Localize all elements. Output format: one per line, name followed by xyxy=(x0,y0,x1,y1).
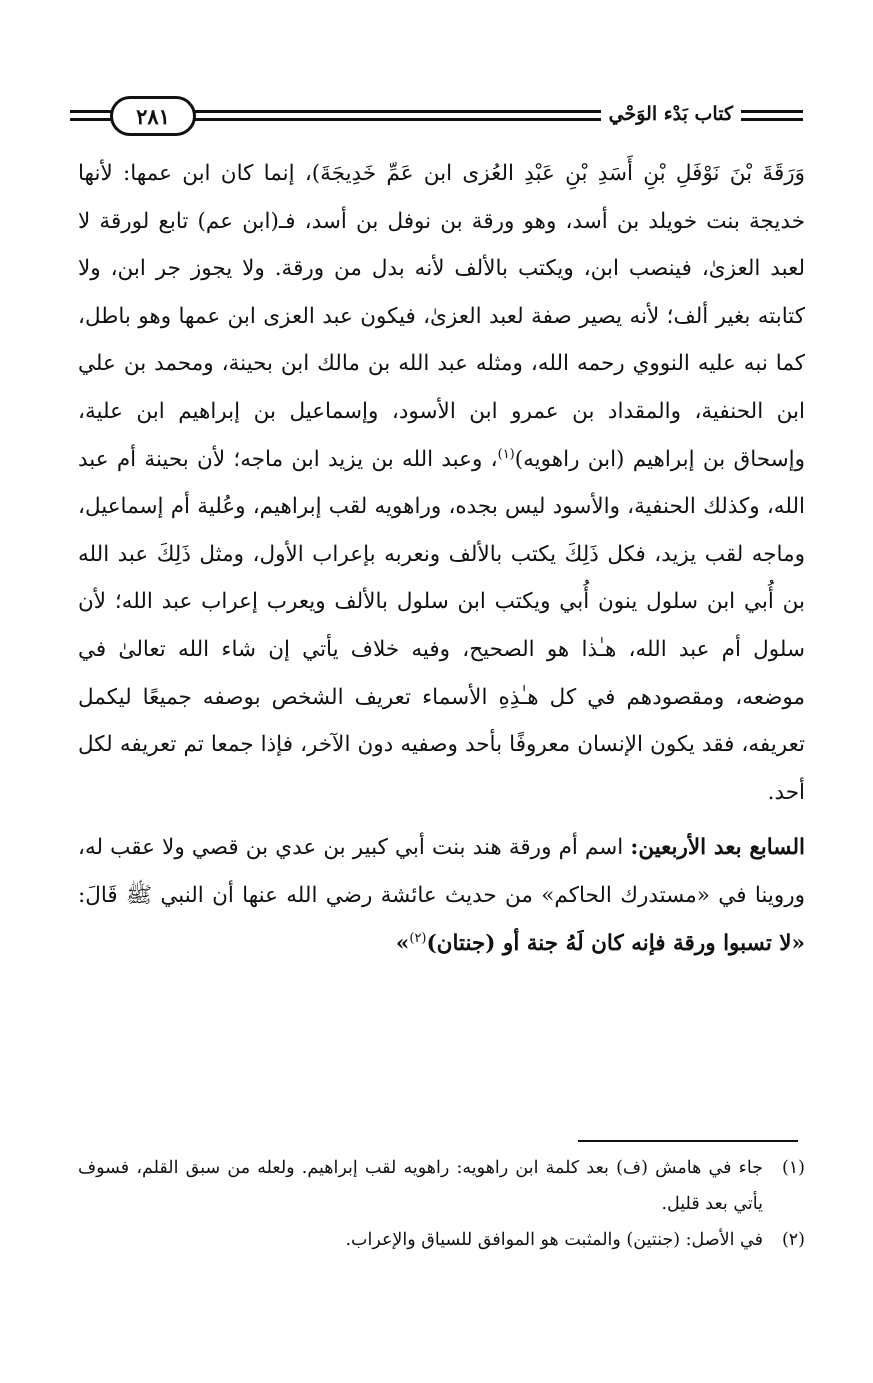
book-section-title: كتاب بَدْء الوَحْي xyxy=(601,102,741,126)
quote-close: » xyxy=(395,930,410,956)
text-line: بالألف لأنه بدل من ورقة. ولا يجوز جر ابن، ولا كتابته بغير ألف؛ xyxy=(78,256,806,329)
text-line: قصي ولا عقب له، وروينا في «مستدرك الحاكم» من حديث عائشة رضي xyxy=(78,835,805,908)
text-line: الله عنها أن النبي ﷺ قَالَ: xyxy=(78,882,318,908)
footnote-ref-2[interactable]: (٢) xyxy=(409,930,427,946)
footnote-text xyxy=(78,1222,763,1258)
paragraph-1 xyxy=(78,150,805,816)
footnote-2 xyxy=(78,1222,805,1258)
text-line: وإسماعيل بن إبراهيم ابن علية، وإسحاق بن إبراهيم (ابن راهويه) xyxy=(78,398,805,472)
footnote-text xyxy=(78,1150,763,1222)
footnote-line: القلم، فسوف يأتي بعد قليل. xyxy=(78,1158,763,1214)
footnote-separator xyxy=(578,1140,798,1142)
hadith-quote: «لا تسبوا ورقة فإنه كان لَهُ جنة أو (جنتان) xyxy=(426,930,805,956)
footnote-line: جاء في هامش (ف) بعد كلمة ابن راهويه: راهويه لقب إبراهيم. ولعله من سبق xyxy=(185,1158,763,1178)
footnote-line: في الأصل: (جنتين) والمثبت هو الموافق للسياق والإعراب. xyxy=(345,1230,763,1250)
text-line: بالألف ويعرب إعراب عبد الله؛ لأن سلول أم عبد الله، هـٰذا هو xyxy=(78,589,805,662)
text-line: كما نبه عليه النووي رحمه الله، ومثله عبد الله بن مالك ابن بحينة، xyxy=(221,351,805,377)
text-line: ابن عمها: لأنها خديجة بنت خويلد بن أسد، وهو ورقة بن نوفل بن xyxy=(78,161,805,234)
text-punct: ، xyxy=(490,446,498,472)
text-line: ومثل ذَلِكَ عبد الله بن أُبي ابن سلول ينون أُبي ويكتب ابن سلول xyxy=(78,541,805,615)
text-line: وعبد الله بن يزيد ابن ماجه؛ لأن بحينة أم عبد الله، وكذلك الحنفية، xyxy=(78,446,805,520)
section-heading: السابع بعد الأربعين: xyxy=(630,835,806,861)
text-line: اسم أم ورقة هند بنت أبي كبير بن عدي بن xyxy=(245,835,624,861)
footnote-number: (١) xyxy=(781,1158,805,1178)
footnote-number: (٢) xyxy=(781,1230,805,1250)
text-line: وماجه لقب يزيد، فكل ذَلِكَ يكتب بالألف ونعربه بإعراب الأول، xyxy=(252,541,805,567)
footnote-ref-1[interactable]: (١) xyxy=(497,446,515,462)
text-line: أسد، فـ(ابن عم) تابع لورقة لا لعبد العزىٰ، فينصب ابن، ويكتب xyxy=(78,208,805,282)
text-line: والأسود ليس بجده، وراهويه لقب إبراهيم، وعُلية أم إسماعيل، xyxy=(78,494,620,520)
text-line: كل هـٰذِهِ الأسماء تعريف الشخص بوصفه جميعًا ليكمل تعريفه، فقد xyxy=(78,684,805,758)
page-number: ٢٨١ xyxy=(110,96,196,136)
header-rule-left-bottom xyxy=(70,118,112,121)
footnotes xyxy=(78,1150,805,1258)
running-header xyxy=(70,88,803,148)
main-text xyxy=(78,150,805,967)
text-line: وَرَقَةَ بْنَ نَوْفَلِ بْنِ أَسَدِ بْنِ عَبْدِ العُزى ابن عَمِّ خَدِيجَةَ)، إنما كان xyxy=(220,161,805,186)
footnote-1 xyxy=(78,1150,805,1222)
paragraph-2 xyxy=(78,824,805,967)
text-line: لأنه يصير صفة لعبد العزىٰ، فيكون عبد العزى ابن عمها وهو باطل، xyxy=(78,303,660,329)
text-line: لكل أحد. xyxy=(78,732,805,805)
text-line: ومحمد بن علي ابن الحنفية، والمقداد بن عمرو ابن الأسود، xyxy=(78,351,805,424)
text-line: الصحيح، وفيه خلاف يأتي إن شاء الله تعالىٰ في موضعه، ومقصودهم في xyxy=(78,636,805,710)
header-rule-left-top xyxy=(70,110,112,113)
text-line: يكون الإنسان معروفًا بأحد وصفيه دون الآخر، فإذا جمعا تم تعريفه xyxy=(119,732,695,758)
